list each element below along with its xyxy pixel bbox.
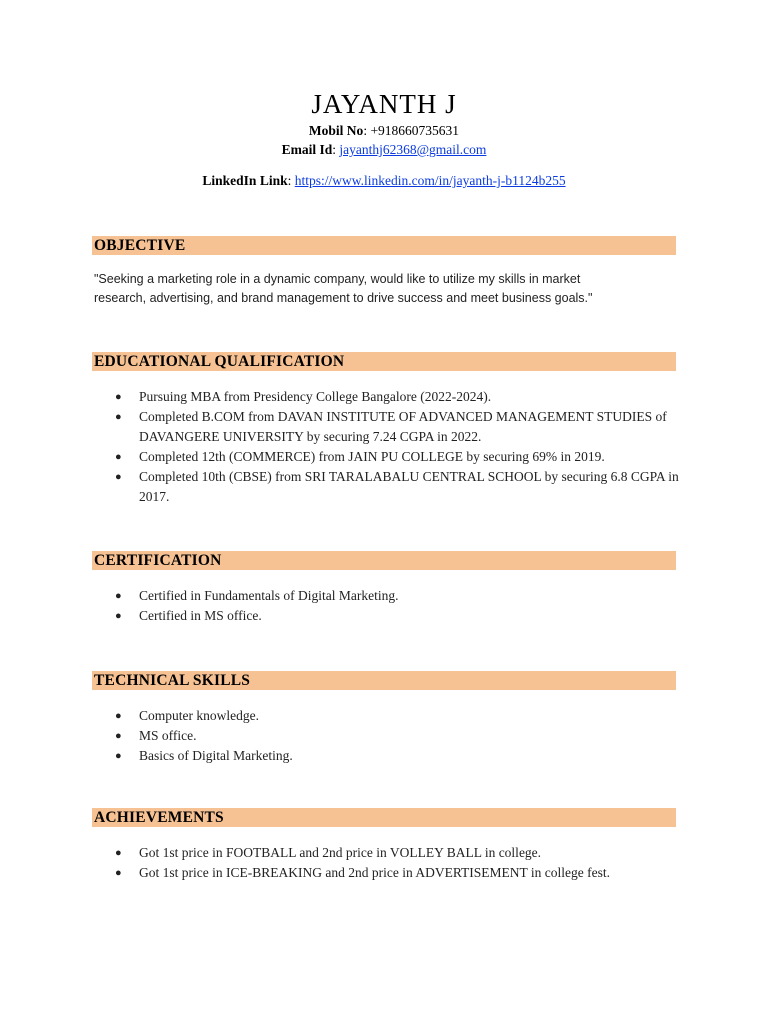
email-line <box>0 141 768 159</box>
linkedin-link[interactable]: https://www.linkedin.com/in/jayanth-j-b1124b255 <box>294 173 566 188</box>
education-list <box>0 387 700 507</box>
list-item: ● Basics of Digital Marketing. <box>0 746 700 766</box>
bullet-icon: ● <box>115 730 122 742</box>
list-item: ● Certified in Fundamentals of Digital Marketing. <box>0 586 700 606</box>
list-item: ● Certified in MS office. <box>0 606 700 626</box>
objective-line-1: "Seeking a marketing role in a dynamic company, would like to utilize my skills in market <box>94 272 581 286</box>
list-item: ● Completed B.COM from DAVAN INSTITUTE OF ADVANCED MANAGEMENT STUDIES of DAVANGERE UNIVERSITY by securing 7.24 CGPA in 2022. <box>115 409 667 444</box>
mobile-label: Mobil No <box>308 123 364 138</box>
bullet-icon: ● <box>115 471 122 483</box>
certification-heading: CERTIFICATION <box>92 551 676 570</box>
email-separator: : <box>332 142 340 157</box>
achievements-list <box>0 843 700 883</box>
email-link[interactable]: jayanthj62368@gmail.com <box>339 142 487 157</box>
mobile-number: : +918660735631 <box>363 123 460 138</box>
bullet-icon: ● <box>115 391 122 403</box>
bullet-icon: ● <box>115 411 122 423</box>
objective-heading: OBJECTIVE <box>92 236 676 255</box>
bullet-icon: ● <box>115 710 122 722</box>
objective-text <box>94 270 674 308</box>
candidate-name: JAYANTH J <box>311 89 457 119</box>
list-item: ● Pursuing MBA from Presidency College Bangalore (2022-2024). <box>0 387 700 407</box>
linkedin-separator: : <box>287 173 295 188</box>
bullet-icon: ● <box>115 610 122 622</box>
technical-skills-heading: TECHNICAL SKILLS <box>92 671 676 690</box>
technical-skills-list <box>0 706 700 766</box>
list-item: ● Got 1st price in ICE-BREAKING and 2nd price in ADVERTISEMENT in college fest. <box>0 863 700 883</box>
bullet-icon: ● <box>115 590 122 602</box>
list-item: ● Got 1st price in FOOTBALL and 2nd price in VOLLEY BALL in college. <box>0 843 700 863</box>
bullet-icon: ● <box>115 847 122 859</box>
linkedin-label: LinkedIn Link <box>202 173 288 188</box>
certification-list <box>0 586 700 626</box>
achievements-heading: ACHIEVEMENTS <box>92 808 676 827</box>
linkedin-line <box>0 172 768 190</box>
list-item: ● Computer knowledge. <box>0 706 700 726</box>
list-item: ● MS office. <box>0 726 700 746</box>
objective-line-2: research, advertising, and brand management to drive success and meet business goals." <box>94 291 593 305</box>
bullet-icon: ● <box>115 750 122 762</box>
list-item: ● Completed 10th (CBSE) from SRI TARALABALU CENTRAL SCHOOL by securing 6.8 CGPA in 2017. <box>115 469 679 504</box>
bullet-icon: ● <box>115 451 122 463</box>
bullet-icon: ● <box>115 867 122 879</box>
list-item: ● Completed 12th (COMMERCE) from JAIN PU COLLEGE by securing 69% in 2019. <box>0 447 700 467</box>
education-heading: EDUCATIONAL QUALIFICATION <box>92 352 676 371</box>
mobile-line <box>0 122 768 140</box>
email-label: Email Id <box>281 142 333 157</box>
